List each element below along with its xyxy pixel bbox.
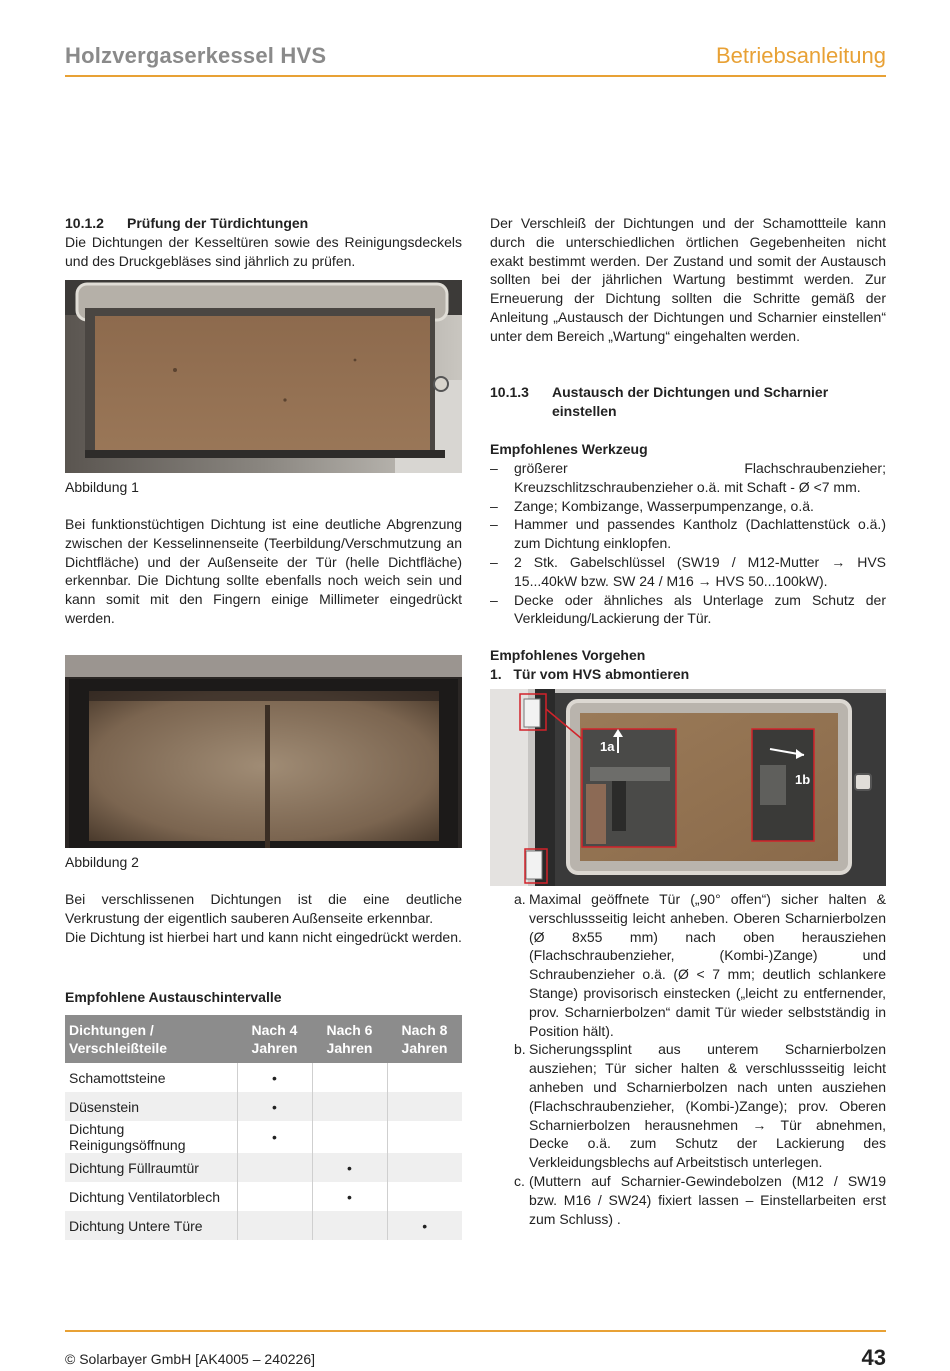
tools-list [490, 459, 886, 628]
figure-2-text-2: Die Dichtung ist hierbei hart und kann nicht eingedrückt werden. [65, 928, 462, 945]
table-cell: • [312, 1182, 387, 1211]
section-title: Austausch der Dichtungen und Scharnier [552, 384, 829, 400]
intro-text: Der Verschleiß der Dichtungen und der Schamottteile kann durch die unterschiedlichen örtlichen Gegebenheiten nicht exakt bestimmt werden. Der Zustand und somit der Austausch sollten bei der jährlichen Wartung bestimmt werden. Zur Erneuerung der Dichtung sollten die Schritte gemäß der Anleitung „Austausch der Dichtungen und Scharnier einstellen“ unter dem Bereich „Wartung“ eingehalten werden. [490, 215, 886, 344]
intervals-table-wrapper [65, 1015, 462, 1240]
door-removal-photo [490, 689, 886, 886]
figure-2-text [65, 890, 462, 946]
section-10-1-2 [65, 214, 462, 270]
table-cell [237, 1153, 312, 1182]
table-cell [387, 1063, 462, 1092]
footer-copyright: © Solarbayer GmbH [AK4005 – 240226] [65, 1351, 316, 1367]
tools-list-wrapper [490, 459, 886, 628]
list-item: – Decke oder ähnliches als Unterlage zum Schutz der Verkleidung/Lackierung der Tür. [490, 591, 886, 629]
table-row [65, 1211, 462, 1240]
photo-label-1b: 1b [795, 772, 811, 787]
section-title-cont: einstellen [552, 402, 617, 419]
step-1: 1. Tür vom HVS abmontieren [490, 666, 690, 682]
table-cell [237, 1182, 312, 1211]
table-cell: • [237, 1121, 312, 1153]
table-cell: Dichtung Füllraumtür [65, 1153, 237, 1182]
figure-1-caption: Abbildung 1 [65, 479, 139, 495]
header-divider [65, 75, 886, 77]
substeps-list [490, 890, 886, 1228]
intervals-table [65, 1015, 462, 1240]
header-section: Betriebsanleitung [715, 43, 886, 68]
section-text: Die Dichtungen der Kesseltüren sowie des Reinigungsdeckels und des Druckgebläses sind jährlich zu prüfen. [65, 233, 462, 269]
table-row [65, 1092, 462, 1121]
list-item: – größerer Flachschraubenzieher; Kreuzschlitzschraubenzieher o.ä. mit Schaft - Ø <7 mm. [490, 459, 886, 497]
table-header: Nach 8 Jahren [387, 1015, 462, 1063]
table-cell [237, 1211, 312, 1240]
procedure-title: Empfohlenes Vorgehen [490, 647, 646, 663]
substep-text: (Muttern auf Scharnier-Gewindebolzen (M12 / SW19 bzw. M16 / SW24) fixiert lassen – Einstellarbeiten erst zum Schluss) . [529, 1172, 886, 1227]
list-item: – Zange; Kombizange, Wasserpumpenzange, o.ä. [490, 497, 886, 516]
list-item: – Hammer und passendes Kantholz (Dachlattenstück o.ä.) zum Dichtung einklopfen. [490, 515, 886, 553]
substep-marker: c. [514, 1172, 525, 1189]
figure-2-caption: Abbildung 2 [65, 854, 139, 870]
table-cell: • [237, 1063, 312, 1092]
table-row [65, 1121, 462, 1153]
substep-text: Sicherungssplint aus unterem Scharnierbolzen ausziehen; Tür sicher halten & verschlussseitig leicht anheben und Scharnierbolzen nach unten ausziehen (Flachschraubenzieher, (Kombi-)Zange); prov. Oberen Scharnierbolzen herausnehmen → Tür abnehmen, Decke o.ä. zum Schutz der Lackierung des Verkleidungsblechs auf Arbeitstisch unterlegen. [529, 1041, 886, 1171]
table-header: Dichtungen / Verschleißteile [65, 1015, 237, 1063]
substeps-wrapper [490, 890, 886, 1228]
table-cell: Dichtung Untere Türe [65, 1211, 237, 1240]
page-number: 43 [861, 1345, 886, 1370]
section-number: 10.1.3 [490, 384, 529, 400]
intervals-title: Empfohlene Austauschintervalle [65, 989, 282, 1005]
table-cell: • [237, 1092, 312, 1121]
list-item [490, 890, 886, 1040]
table-cell: Dichtung Reinigungsöffnung [69, 1121, 186, 1153]
photo-label-1a: 1a [600, 739, 615, 754]
table-header: Nach 6 Jahren [312, 1015, 387, 1063]
figure-1-photo [65, 280, 462, 473]
table-header-row [65, 1015, 462, 1063]
header-title: Holzvergaserkessel HVS [65, 43, 327, 68]
table-cell: • [387, 1211, 462, 1240]
table-header: Nach 4 Jahren [237, 1015, 312, 1063]
section-10-1-3-heading [490, 383, 886, 421]
list-item [490, 1172, 886, 1228]
table-cell [387, 1092, 462, 1121]
tools-title: Empfohlenes Werkzeug [490, 441, 648, 457]
table-cell [312, 1092, 387, 1121]
footer-divider [65, 1330, 886, 1332]
table-cell: Düsenstein [65, 1092, 237, 1121]
list-item: – 2 Stk. Gabelschlüssel (SW19 / M12-Mutter → HVS 15...40kW bzw. SW 24 / M16 → HVS 50...100kW). [490, 553, 886, 591]
table-cell: Dichtung Ventilatorblech [69, 1188, 220, 1205]
table-cell [387, 1182, 462, 1211]
substep-text: Maximal geöffnete Tür („90° offen“) sicher halten & verschlussseitig leicht anheben. Oberen Scharnierbolzen (Ø 8x55 mm) nach oben herausziehen (Flachschraubenzieher, (Kombi-)Zange) und Schraubenzieher o.ä. (Ø < 7 mm; deutlich schlankere Stange) provisorisch einstecken („leicht zu entfernender, prov. Scharnierbolzen“ damit Tür wieder selbstständig in Position hält). [529, 891, 886, 1039]
table-row [65, 1182, 462, 1211]
figure-2-photo [65, 655, 462, 848]
substep-marker: a. [514, 891, 526, 907]
table-cell: • [312, 1153, 387, 1182]
table-cell: Schamottsteine [69, 1069, 166, 1086]
table-cell [312, 1063, 387, 1092]
table-cell [312, 1121, 387, 1153]
table-row [65, 1153, 462, 1182]
substep-marker: b. [514, 1041, 526, 1058]
table-cell [312, 1211, 387, 1240]
section-title: Prüfung der Türdichtungen [127, 215, 309, 231]
table-cell [387, 1153, 462, 1182]
figure-1-text: Bei funktionstüchtigen Dichtung ist eine deutliche Abgrenzung zwischen der Kesselinnenseite (Teerbildung/Verschmutzung an Dichtfläche) und der Außenseite der Tür (helle Dichtfläche) erkennbar. Die Dichtung sollte ebenfalls noch weich sein und kann somit mit den Fingern einige Millimeter eingedrückt werden. [65, 516, 462, 626]
list-item [490, 1040, 886, 1172]
table-row [65, 1063, 462, 1092]
table-cell [387, 1121, 462, 1153]
figure-2-text-1: Bei verschlissenen Dichtungen ist die eine deutliche Verkrustung der eigentlich sauberen Außenseite erkennbar. [65, 891, 462, 926]
section-heading [65, 214, 462, 233]
section-number: 10.1.2 [65, 215, 104, 231]
